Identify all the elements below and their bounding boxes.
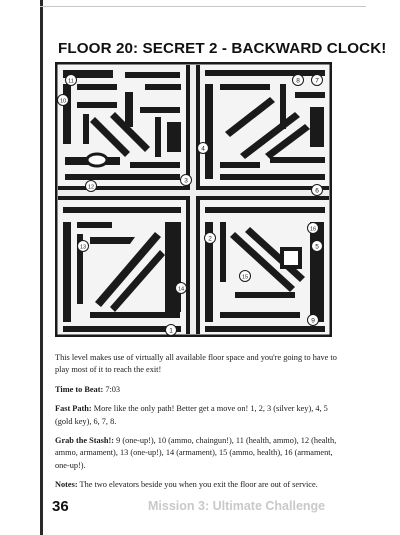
fast-path-value: More like the only path! Better get a move on! 1, 2, 3 (silver key), 4, 5 (gold key), 6, 7, 8. (55, 404, 328, 426)
map-marker-15 (240, 271, 251, 282)
level-map (55, 62, 332, 337)
svg-text:2: 2 (208, 235, 212, 243)
svg-text:12: 12 (87, 184, 95, 191)
map-marker-5 (312, 241, 323, 252)
stash-label: Grab the Stash!: (55, 436, 115, 446)
svg-text:7: 7 (315, 77, 319, 85)
svg-text:13: 13 (79, 244, 87, 251)
notes-paragraph (55, 479, 345, 491)
svg-text:10: 10 (59, 98, 67, 105)
fast-path-paragraph (55, 403, 345, 428)
map-marker-12 (86, 181, 97, 192)
map-marker-6 (312, 185, 323, 196)
map-marker-11 (66, 75, 77, 86)
svg-text:4: 4 (201, 145, 205, 153)
svg-text:3: 3 (184, 177, 188, 185)
page-number: 36 (52, 498, 69, 515)
running-footer: Mission 3: Ultimate Challenge (148, 499, 326, 513)
svg-text:9: 9 (311, 317, 315, 325)
time-to-beat-paragraph (55, 384, 345, 396)
top-rule (40, 6, 366, 7)
map-marker-9 (308, 315, 319, 326)
svg-text:1: 1 (169, 327, 173, 335)
svg-text:5: 5 (315, 243, 319, 251)
svg-text:14: 14 (177, 286, 185, 293)
level-description (55, 352, 345, 499)
svg-text:6: 6 (315, 187, 319, 195)
map-marker-7 (312, 75, 323, 86)
map-marker-8 (293, 75, 304, 86)
map-marker-2 (205, 233, 216, 244)
time-to-beat-label: Time to Beat: (55, 384, 104, 394)
fast-path-label: Fast Path: (55, 404, 92, 414)
svg-text:15: 15 (241, 274, 249, 281)
map-marker-1 (166, 325, 177, 336)
svg-text:16: 16 (309, 226, 317, 233)
svg-text:8: 8 (296, 77, 300, 85)
stash-paragraph (55, 435, 345, 472)
notes-label: Notes: (55, 480, 78, 490)
map-marker-3 (181, 175, 192, 186)
notes-value: The two elevators beside you when you exit the floor are out of service. (79, 480, 318, 490)
level-map-svg (55, 62, 332, 337)
map-marker-13 (78, 241, 89, 252)
map-marker-16 (308, 223, 319, 234)
time-to-beat-value: 7:03 (105, 384, 121, 394)
intro-paragraph: This level makes use of virtually all available floor space and you're going to have to play most of it to reach the exit! (55, 353, 337, 375)
map-marker-14 (176, 283, 187, 294)
page-edge-rule (40, 0, 43, 535)
page-title: FLOOR 20: SECRET 2 - BACKWARD CLOCK! (58, 40, 387, 57)
map-marker-4 (198, 143, 209, 154)
svg-text:11: 11 (68, 78, 74, 85)
stash-value: 9 (one-up!), 10 (ammo, chaingun!), 11 (health, ammo), 12 (health, ammo, armament), 13 (one-up!), 14 (armament), 15 (ammo, health), 16 (armament, one-up!). (55, 436, 337, 470)
map-marker-10 (58, 95, 69, 106)
